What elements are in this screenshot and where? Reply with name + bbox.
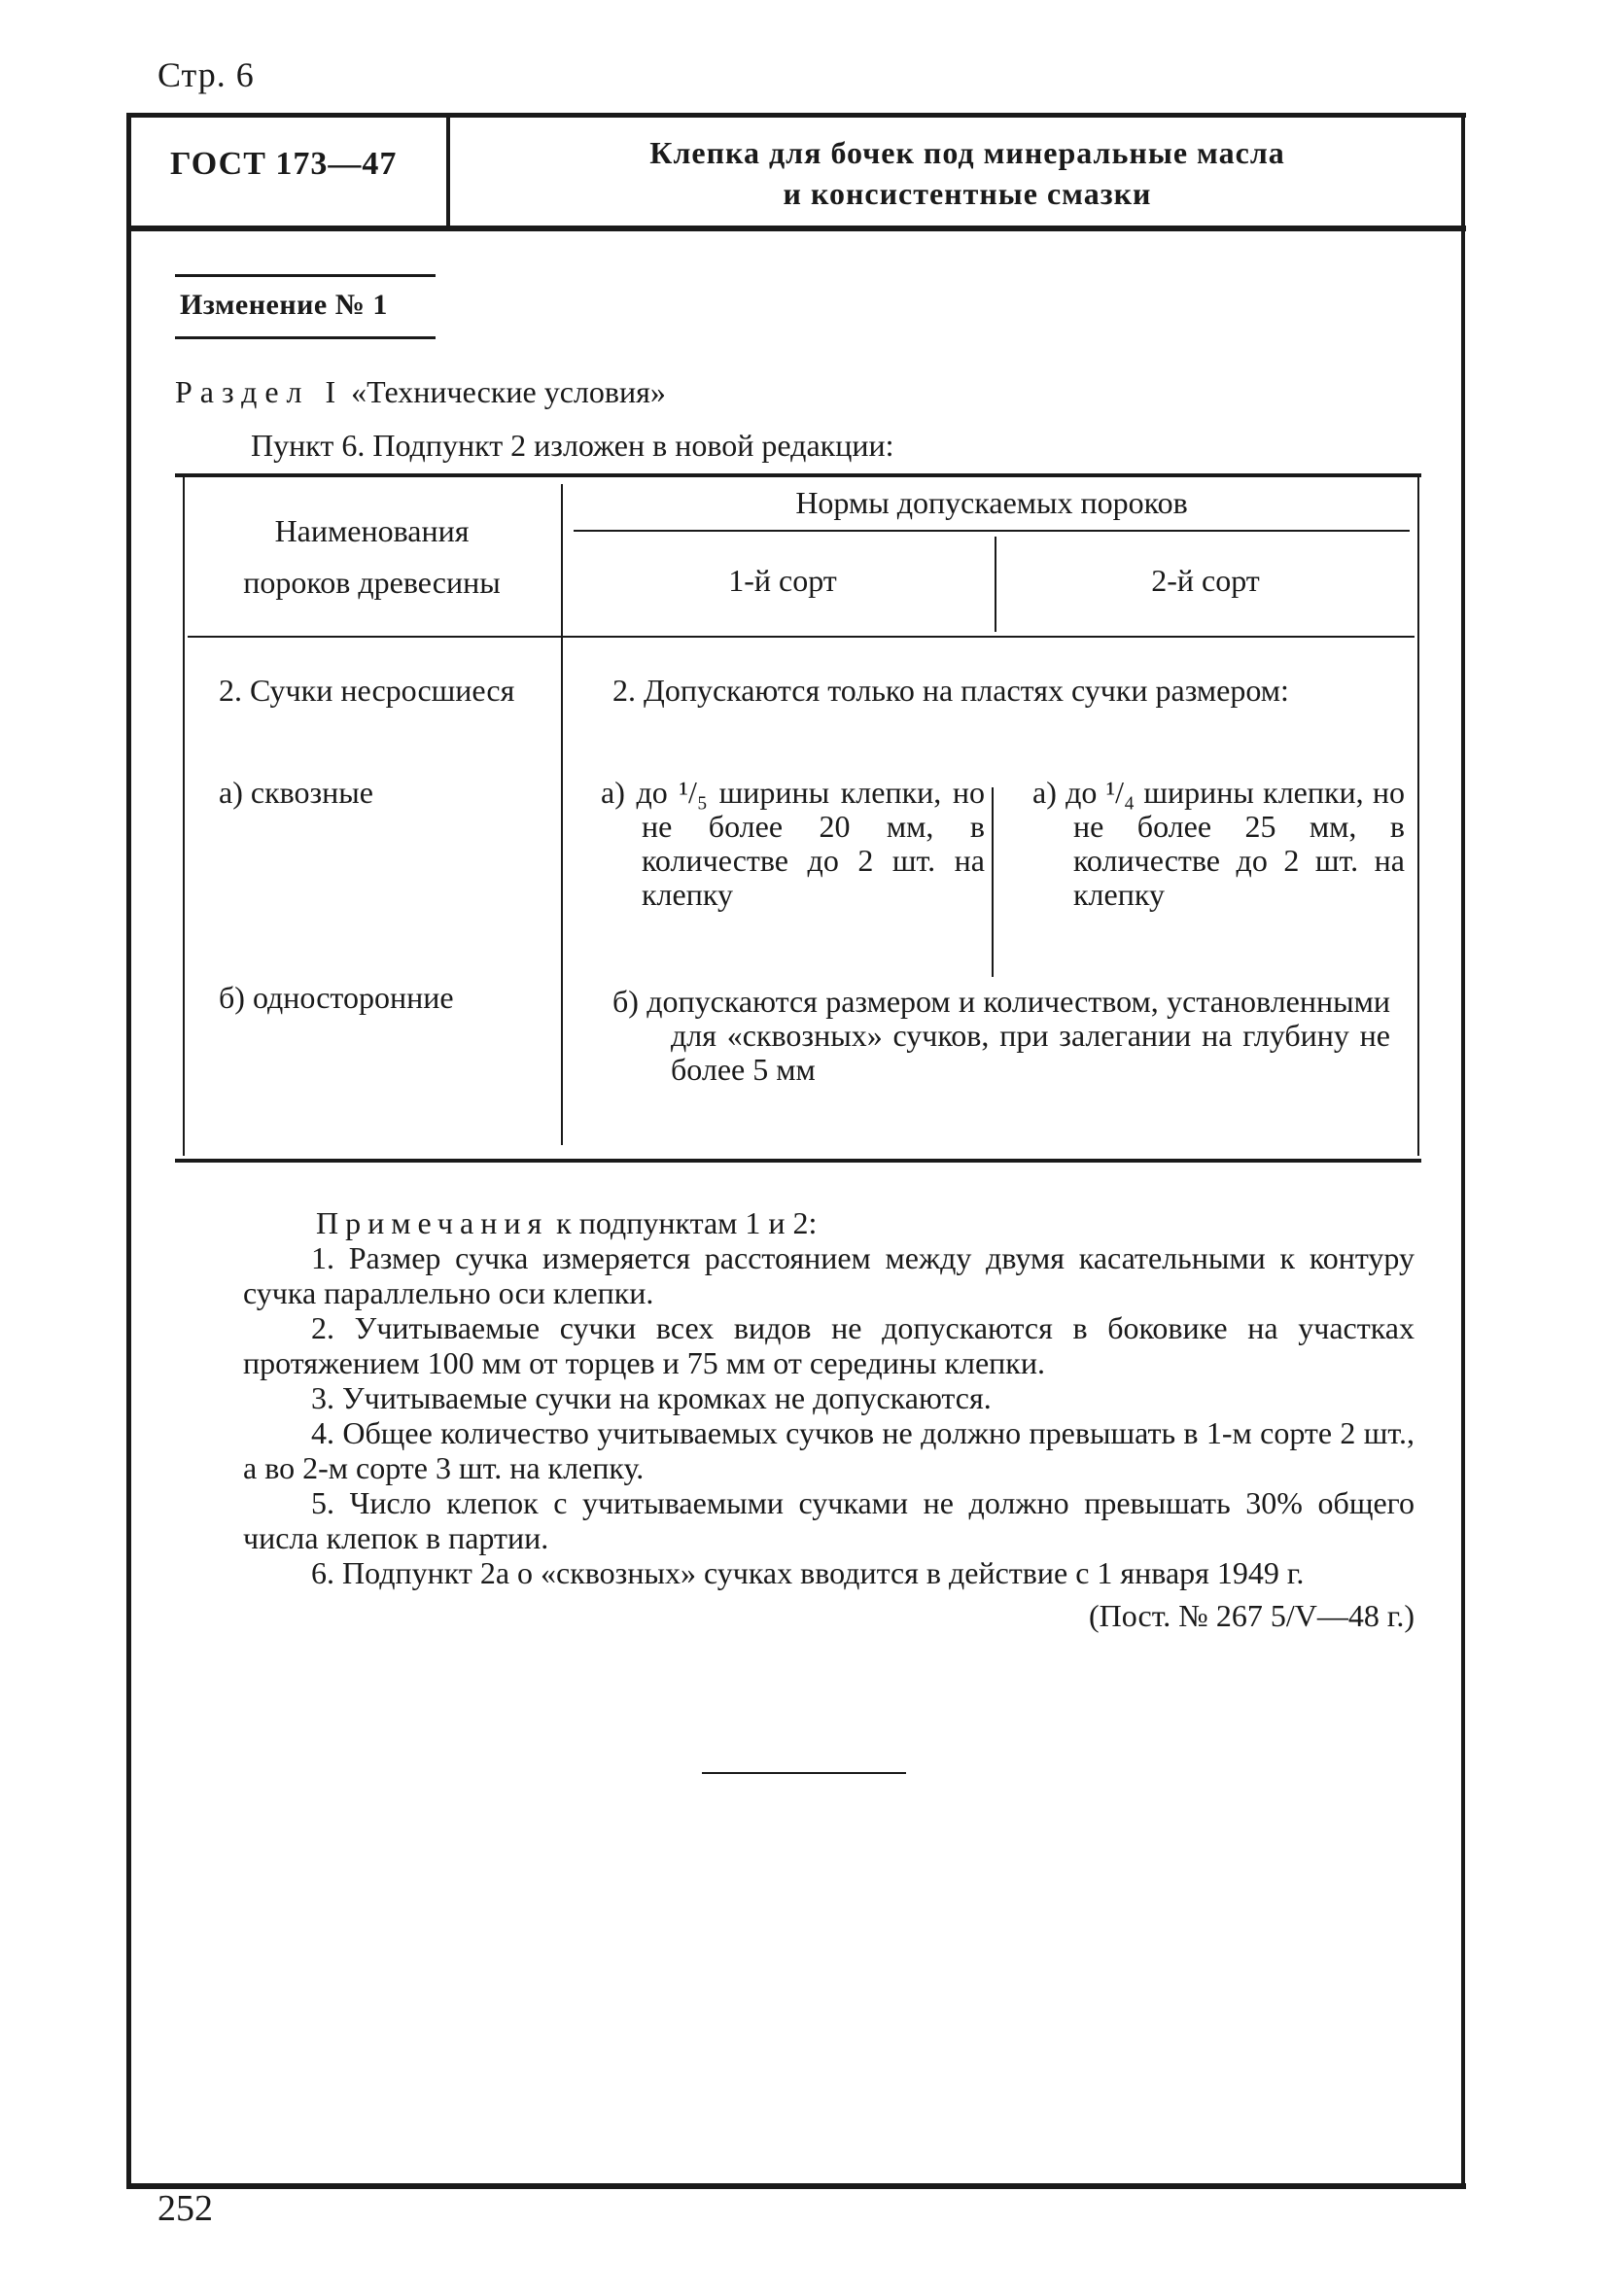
frame-left-border xyxy=(126,115,131,2187)
row-knots-name: 2. Сучки несросшиеся xyxy=(219,673,515,708)
note-item: 3. Учитываемые сучки на кромках не допускаются. xyxy=(311,1380,992,1415)
frame-bottom-border xyxy=(126,2183,1466,2189)
amendment-rule-top xyxy=(175,274,436,277)
note-item: 2. Учитываемые сучки всех видов не допускаются в боковике на участках протяжением 100 мм от торцев и 75 мм от середины клепки. xyxy=(243,1310,1415,1380)
row-one-sided-name: б) односторонние xyxy=(219,980,454,1015)
notes-title xyxy=(316,1205,1415,1240)
row-through-grade-2 xyxy=(1032,776,1405,912)
clause-text: Пункт 6. Подпункт 2 изложен в новой редакции: xyxy=(251,428,894,463)
table-subcolumn-divider xyxy=(992,787,994,977)
table-bottom-rule xyxy=(175,1159,1421,1163)
notes-reference: (Пост. № 267 5/V—48 г.) xyxy=(1088,1598,1415,1633)
table-header-defect-names xyxy=(190,505,554,609)
row-one-sided-norm xyxy=(612,985,1390,1087)
note-item: 1. Размер сучка измеряется расстоянием между двумя касательными к контуру сучка параллельно оси клепки. xyxy=(243,1240,1415,1310)
table-column-divider xyxy=(561,484,563,1145)
row-knots-norm-text: 2. Допускаются только на пластях сучки размером: xyxy=(612,673,1289,708)
notes-title-rest: к подпунктам 1 и 2: xyxy=(548,1205,818,1240)
row-through-grade-2-text: а) до ¹/₄ ширины клепки, но не более 25 мм, в количестве до 2 шт. на клепку xyxy=(1032,775,1405,912)
page-label: Стр. 6 xyxy=(157,55,255,94)
table-norms-rule xyxy=(574,530,1410,532)
notes-section xyxy=(243,1205,1415,1633)
section-label: Раздел I xyxy=(175,374,344,409)
row-one-sided-norm-text: б) допускаются размером и количеством, установленными для «сквозных» сучков, при залегании на глубину не более 5 мм xyxy=(612,984,1390,1087)
gost-number: ГОСТ 173—47 xyxy=(170,146,398,182)
section-heading xyxy=(175,374,666,410)
page-number: 252 xyxy=(157,2188,213,2229)
amendment-rule-bottom xyxy=(175,336,436,339)
table-header-grade-2: 2-й сорт xyxy=(1151,563,1260,598)
table-left-rule xyxy=(183,477,185,1156)
table-header-norms: Нормы допускаемых пороков xyxy=(795,485,1188,520)
note-item: 6. Подпункт 2а о «сквозных» сучках вводится в действие с 1 января 1949 г. xyxy=(311,1555,1305,1590)
document-title xyxy=(506,132,1429,214)
row-through-grade-1 xyxy=(601,776,985,912)
row-knots-norm xyxy=(612,674,1395,708)
note-item: 5. Число клепок с учитываемыми сучками не должно превышать 30% общего числа клепок в партии. xyxy=(243,1485,1415,1555)
frame-top-border xyxy=(126,113,1466,118)
note-item: 4. Общее количество учитываемых сучков не должно превышать в 1-м сорте 2 шт., а во 2-м сорте 3 шт. на клепку. xyxy=(243,1415,1415,1485)
frame-right-border xyxy=(1461,115,1465,2187)
document-title-line-2: и консистентные смазки xyxy=(783,176,1152,211)
header-names-line-1: Наименования xyxy=(274,513,470,548)
table-header-grade-1: 1-й сорт xyxy=(728,563,837,598)
document-title-line-1: Клепка для бочек под минеральные масла xyxy=(649,135,1285,170)
table-right-rule xyxy=(1417,477,1419,1156)
header-divider xyxy=(446,118,450,226)
row-through-name: а) сквозные xyxy=(219,775,373,810)
notes-title-spaced: Примечания xyxy=(316,1205,549,1240)
header-rule xyxy=(126,226,1466,231)
end-rule xyxy=(702,1772,906,1774)
row-through-grade-1-text: а) до ¹/₅ ширины клепки, но не более 20 мм, в количестве до 2 шт. на клепку xyxy=(601,775,985,912)
section-name: «Технические условия» xyxy=(351,374,666,409)
table-header-rule xyxy=(188,636,1415,638)
table-top-rule xyxy=(175,473,1421,477)
table-grade-divider xyxy=(995,537,996,632)
amendment-title: Изменение № 1 xyxy=(180,289,388,321)
header-names-line-2: пороков древесины xyxy=(243,565,501,600)
